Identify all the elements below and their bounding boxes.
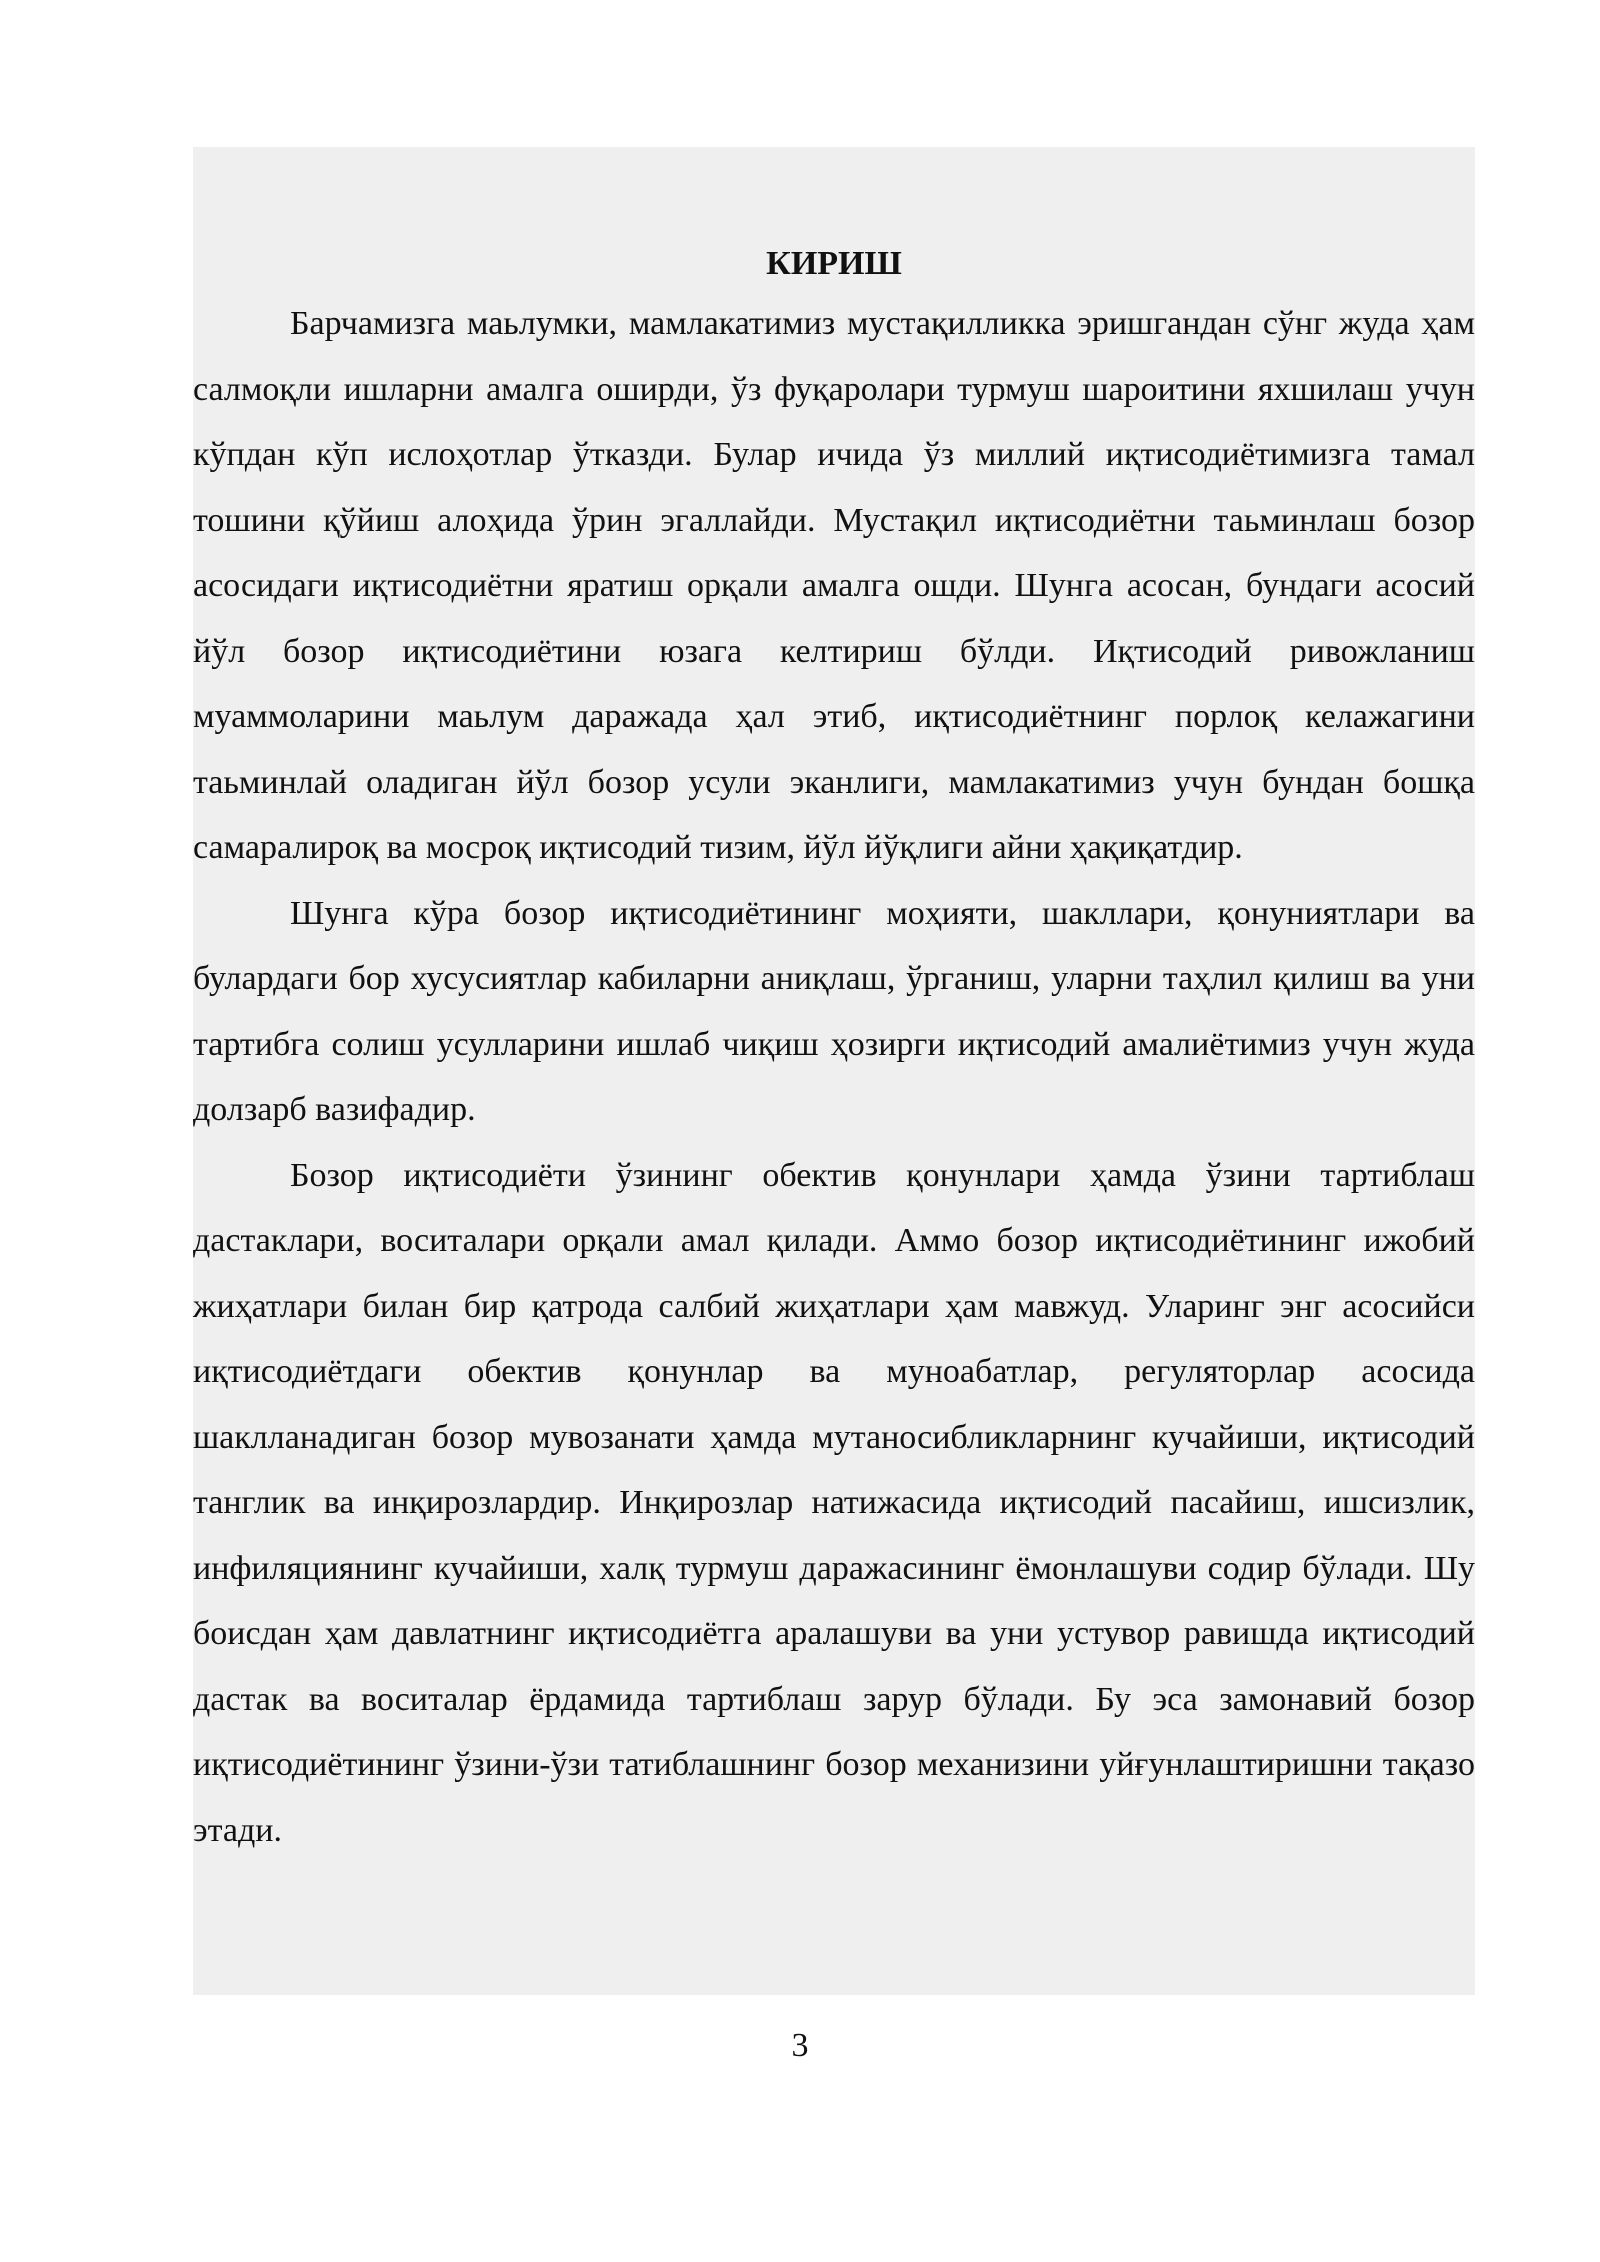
section-heading: КИРИШ: [766, 245, 902, 282]
paragraph-1: Барчамизга маьлумки, мамлакатимиз мустақилликка эришгандан сўнг жуда ҳам салмоқли ишларни амалга оширди, ўз фуқаролари турмуш шароитини яхшилаш учун кўпдан кўп ислоҳотлар ўтказди. Булар ичида ўз миллий иқтисодиётимизга тамал тошини қўйиш алоҳида ўрин эгаллайди. Мустақил иқтисодиётни таьминлаш бозор асосидаги иқтисодиётни яратиш орқали амалга ошди. Шунга асосан, бундаги асосий йўл бозор иқтисодиётини юзага келтириш бўлди. Иқтисодий ривожланиш муаммоларини маьлум даражада ҳал этиб, иқтисодиётнинг порлоқ келажагини таьминлай оладиган йўл бозор усули эканлиги, мамлакатимиз учун бундан бошқа самаралироқ ва мосроқ иқтисодий тизим, йўл йўқлиги айни ҳақиқатдир.: [193, 305, 1475, 866]
page-number: 3: [791, 2027, 809, 2064]
paragraph-3: Бозор иқтисодиёти ўзининг обектив қонунлари ҳамда ўзини тартиблаш дастаклари, воситалари орқали амал қилади. Аммо бозор иқтисодиётининг ижобий жиҳатлари билан бир қатрода салбий жиҳатлари ҳам мавжуд. Уларинг энг асосийси иқтисодиётдаги обектив қонунлар ва муноабатлар, регуляторлар асосида шаклланадиган бозор мувозанати ҳамда мутаносибликларнинг кучайиши, иқтисодий танглик ва инқирозлардир. Инқирозлар натижасида иқтисодий пасайиш, ишсизлик, инфиляциянинг кучайиши, халқ турмуш даражасининг ёмонлашуви содир бўлади. Шу боисдан ҳам давлатнинг иқтисодиётга аралашуви ва уни устувор равишда иқтисодий дастак ва воситалар ёрдамида тартиблаш зарур бўлади. Бу эса замонавий бозор иқтисодиётининг ўзини-ўзи татиблашнинг бозор механизини уйғунлаштиришни тақазо этади.: [193, 1156, 1475, 1849]
text-block: [193, 147, 1475, 1995]
paragraph-2: Шунга кўра бозор иқтисодиётининг моҳияти, шакллари, қонуниятлари ва булардаги бор хусусиятлар кабиларни аниқлаш, ўрганиш, уларни таҳлил қилиш ва уни тартибга солиш усулларини ишлаб чиқиш ҳозирги иқтисодий амалиётимиз учун жуда долзарб вазифадир.: [193, 894, 1475, 1128]
